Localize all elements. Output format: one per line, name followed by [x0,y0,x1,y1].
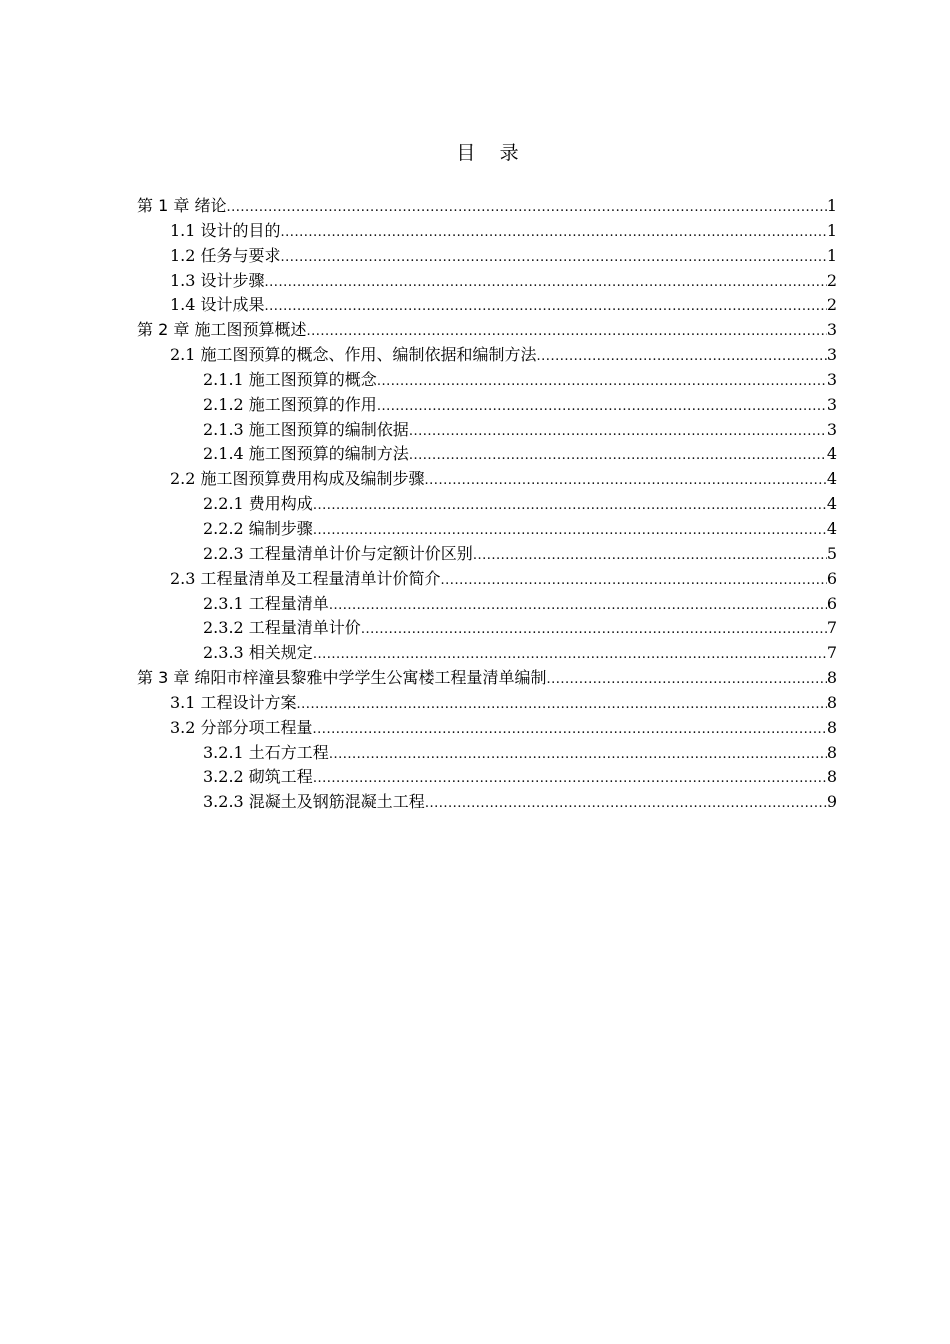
toc-dot-leader [313,519,827,543]
toc-entry-label: 2.1.3 施工图预算的编制依据 [203,419,409,439]
toc-entry-page-number: 8 [826,668,837,688]
toc-entry[interactable] [137,517,837,542]
toc-entry-label: 2.2.3 工程量清单计价与定额计价区别 [203,543,473,563]
toc-dot-leader [265,295,827,319]
toc-entry[interactable] [137,641,837,666]
toc-dot-leader [409,420,827,444]
toc-dot-leader [377,370,827,394]
toc-dot-leader [441,569,827,593]
toc-dot-leader [226,196,826,220]
toc-entry-label: 2.2.1 费用构成 [203,494,313,514]
toc-entry-page-number: 4 [826,444,837,464]
toc-dot-leader [546,668,826,692]
toc-entry-page-number: 4 [826,469,837,489]
toc-entry-label: 3.2.2 砌筑工程 [203,767,313,787]
toc-dot-leader [409,444,827,468]
toc-entry-label: 2.2.2 编制步骤 [203,518,313,538]
toc-entry-label: 第 3 章 绵阳市梓潼县黎雅中学学生公寓楼工程量清单编制 [137,668,547,688]
toc-entry-page-number: 3 [826,320,837,340]
toc-entry-label: 2.1.2 施工图预算的作用 [203,394,377,414]
toc-list [137,194,837,815]
toc-entry[interactable] [137,393,837,418]
toc-dot-leader [313,767,827,791]
toc-entry-label: 第 2 章 施工图预算概述 [137,320,307,340]
toc-entry[interactable] [137,293,837,318]
toc-dot-leader [329,594,827,618]
toc-entry-page-number: 3 [826,419,837,439]
toc-entry[interactable] [137,790,837,815]
toc-entry[interactable] [137,741,837,766]
toc-entry[interactable] [137,368,837,393]
toc-entry[interactable] [137,442,837,467]
toc-entry-label: 2.1.1 施工图预算的概念 [203,369,377,389]
toc-entry-label: 1.2 任务与要求 [170,245,281,265]
toc-entry-label: 2.3.1 工程量清单 [203,593,329,613]
toc-entry[interactable] [137,691,837,716]
toc-dot-leader [265,271,827,295]
toc-entry-label: 第 1 章 绪论 [137,196,227,215]
toc-dot-leader [473,544,827,568]
toc-entry[interactable] [137,418,837,443]
toc-entry-label: 3.2 分部分项工程量 [170,717,313,737]
toc-entry-label: 2.2 施工图预算费用构成及编制步骤 [170,469,425,489]
toc-entry[interactable] [137,219,837,244]
toc-entry-page-number: 7 [826,643,837,663]
toc-dot-leader [281,246,827,270]
toc-entry[interactable] [137,542,837,567]
toc-entry[interactable] [137,492,837,517]
toc-entry-label: 2.3.2 工程量清单计价 [203,618,361,638]
toc-entry-page-number: 7 [826,618,837,638]
toc-entry-label: 2.3 工程量清单及工程量清单计价简介 [170,568,441,588]
toc-dot-leader [313,643,827,667]
toc-entry-page-number: 5 [826,543,837,563]
toc-dot-leader [377,395,827,419]
toc-entry-page-number: 1 [826,196,837,215]
toc-entry-page-number: 3 [826,369,837,389]
toc-entry-page-number: 2 [826,295,837,315]
toc-dot-leader [537,345,827,369]
toc-entry[interactable] [137,716,837,741]
toc-entry-page-number: 9 [826,792,837,812]
toc-entry[interactable] [137,765,837,790]
toc-entry[interactable] [137,269,837,294]
toc-entry-label: 2.1 施工图预算的概念、作用、编制依据和编制方法 [170,345,537,365]
toc-entry-page-number: 3 [826,345,837,365]
toc-dot-leader [313,494,827,518]
toc-dot-leader [281,221,827,245]
toc-dot-leader [361,618,827,642]
toc-entry-page-number: 3 [826,394,837,414]
toc-entry[interactable] [137,666,837,691]
toc-entry-page-number: 1 [826,220,837,240]
toc-dot-leader [313,718,827,742]
toc-entry-page-number: 4 [826,494,837,514]
toc-entry[interactable] [137,343,837,368]
toc-title: 目 录 [456,142,519,164]
toc-entry-page-number: 4 [826,518,837,538]
toc-entry[interactable] [137,567,837,592]
toc-entry[interactable] [137,194,837,219]
toc-dot-leader [425,469,827,493]
toc-dot-leader [425,792,827,816]
toc-entry[interactable] [137,592,837,617]
toc-entry[interactable] [137,616,837,641]
toc-entry-page-number: 6 [826,568,837,588]
toc-entry-label: 1.4 设计成果 [170,295,265,315]
toc-entry[interactable] [137,244,837,269]
toc-entry-page-number: 8 [826,717,837,737]
toc-entry-label: 3.1 工程设计方案 [170,692,297,712]
toc-entry-label: 3.2.3 混凝土及钢筋混凝土工程 [203,792,425,812]
toc-entry-label: 2.1.4 施工图预算的编制方法 [203,444,409,464]
toc-entry-page-number: 6 [826,593,837,613]
toc-entry-label: 2.3.3 相关规定 [203,643,313,663]
toc-entry[interactable] [137,318,837,343]
toc-dot-leader [297,693,827,717]
toc-entry-label: 3.2.1 土石方工程 [203,742,329,762]
toc-entry-label: 1.3 设计步骤 [170,270,265,290]
toc-entry-page-number: 2 [826,270,837,290]
toc-dot-leader [306,320,826,344]
toc-entry-label: 1.1 设计的目的 [170,220,281,240]
toc-entry-page-number: 8 [826,742,837,762]
toc-entry[interactable] [137,467,837,492]
toc-entry-page-number: 8 [826,692,837,712]
toc-dot-leader [329,743,827,767]
toc-entry-page-number: 8 [826,767,837,787]
toc-entry-page-number: 1 [826,245,837,265]
